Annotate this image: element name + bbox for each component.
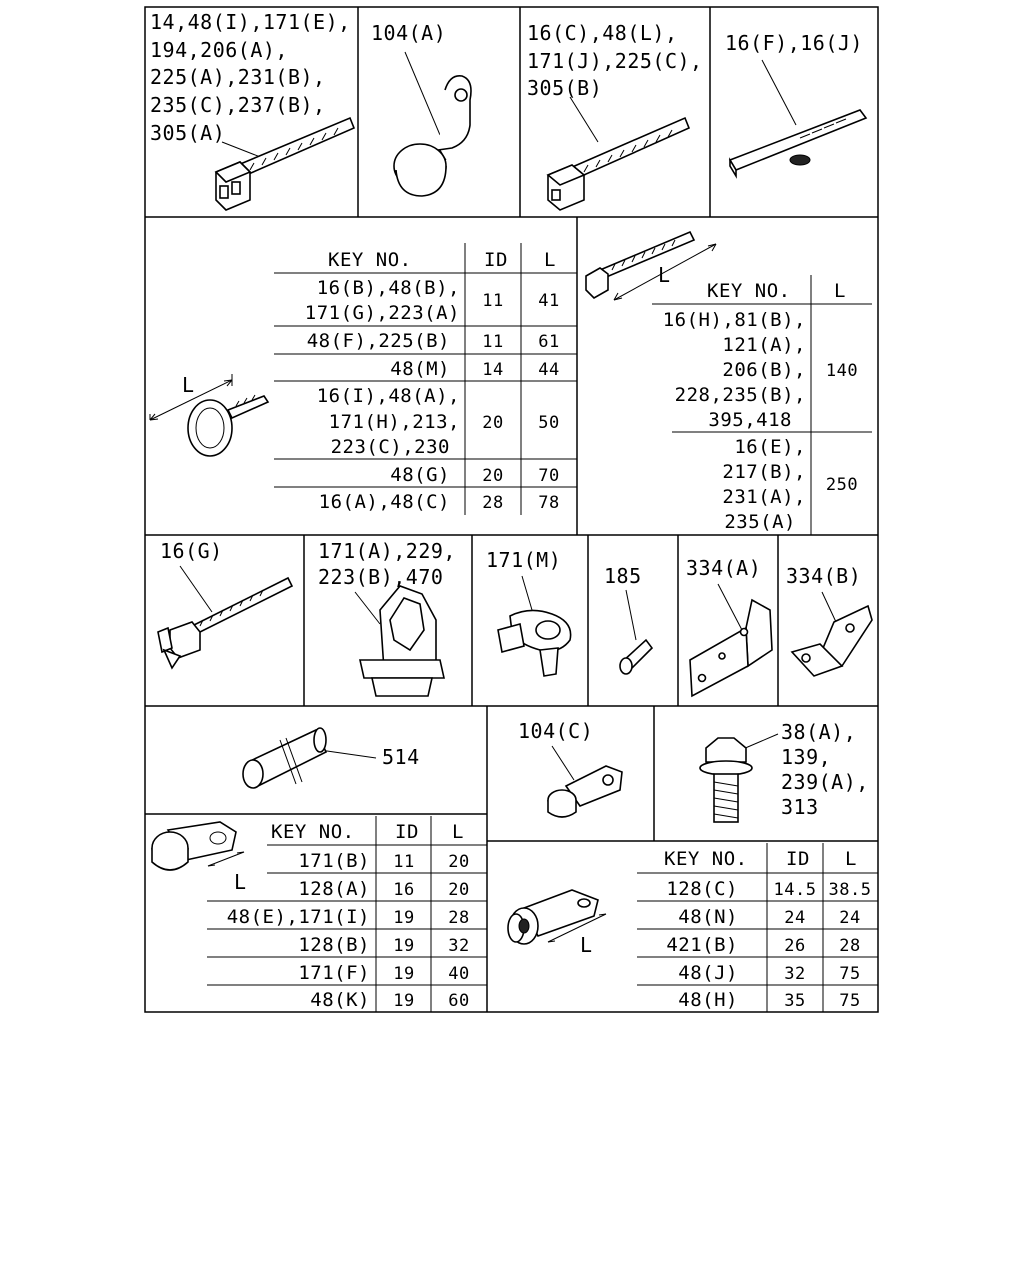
- p-clamp-drawing: [152, 822, 247, 894]
- table-cell-l: 24: [839, 908, 861, 928]
- table-row: [319, 491, 560, 513]
- callout-334b: 334(B): [786, 564, 862, 588]
- table-row: [666, 878, 871, 900]
- table-row: [722, 436, 858, 533]
- dimension-label-l: L: [580, 933, 593, 957]
- callout-line-3: 305(B): [527, 76, 603, 100]
- table-cell-key: 206(B),: [722, 359, 806, 381]
- table-cell-id: 14: [482, 360, 504, 380]
- dimension-label-l: L: [658, 263, 671, 287]
- callout-line-2: 194,206(A),: [150, 38, 288, 62]
- table-cell-l: 40: [448, 964, 470, 984]
- table-cell-l: 28: [839, 936, 861, 956]
- table-header-l: L: [544, 249, 556, 271]
- table-row: [666, 934, 860, 956]
- table-cell-key: 48(J): [678, 962, 738, 984]
- callout-16f: 16(F),16(J): [725, 31, 863, 55]
- callout-line-3: 225(A),231(B),: [150, 65, 326, 89]
- callout-line-2: 223(B),470: [318, 565, 444, 589]
- cell-bolt-38a: [700, 720, 869, 822]
- table-cell-key: 121(A),: [722, 334, 806, 356]
- table-cell-id: 32: [784, 964, 806, 984]
- table-header-l: L: [834, 280, 846, 302]
- table-header-key: KEY NO.: [328, 249, 412, 271]
- table-cell-l: 44: [538, 360, 560, 380]
- table-cell-l: 38.5: [828, 880, 872, 900]
- callout-334a: 334(A): [686, 556, 762, 580]
- table-cell-l: 61: [538, 332, 560, 352]
- table-cell-l: 32: [448, 936, 470, 956]
- table-cell-id: 14.5: [773, 880, 817, 900]
- dimension-label-l: L: [234, 870, 247, 894]
- long-tie-drawing: [586, 232, 716, 300]
- callout-16g: 16(G): [160, 539, 223, 563]
- table-cell-key: 48(G): [390, 464, 450, 486]
- band-clamp-drawing: [150, 373, 268, 456]
- cell-clamp-104a: [371, 21, 471, 196]
- cell-clamp-104c: [518, 719, 622, 817]
- callout-185: 185: [604, 564, 642, 588]
- table-cell-key: 171(F): [298, 962, 370, 984]
- callout-line-5: 305(A): [150, 121, 226, 145]
- table-cell-id: 24: [784, 908, 806, 928]
- callout-line-4: 313: [781, 795, 819, 819]
- cell-clip-171m: [486, 548, 571, 676]
- table-cell-l: 20: [448, 852, 470, 872]
- table-header-key: KEY NO.: [271, 821, 355, 843]
- table-cell-key: 48(H): [678, 989, 738, 1011]
- table-cell-id: 19: [393, 991, 415, 1011]
- table-cell-id: 11: [482, 332, 504, 352]
- table-row: [390, 464, 559, 486]
- table-cell-l: 41: [538, 291, 560, 311]
- table-long-tie-sizes: [652, 275, 872, 535]
- table-cell-l: 28: [448, 908, 470, 928]
- cell-bracket-334b: [786, 564, 872, 676]
- table-row: [678, 906, 860, 928]
- table-cell-key: 48(F),225(B): [306, 330, 450, 352]
- table-band-clamp-sizes: [274, 243, 577, 515]
- cable-tie-icon: [216, 118, 354, 210]
- cable-tie-icon: [548, 118, 689, 210]
- table-cell-key: 16(E),: [734, 436, 806, 458]
- table-cell-key: 228,235(B),: [674, 384, 806, 406]
- table-cell-l: 78: [538, 493, 560, 513]
- table-cell-l: 75: [839, 964, 861, 984]
- cell-tie-16g: [158, 539, 292, 668]
- table-cell-key: 16(I),48(A),: [316, 385, 460, 407]
- table-cell-l: 75: [839, 991, 861, 1011]
- table-row: [317, 385, 560, 458]
- cell-tie-with-clip: [150, 10, 354, 210]
- table-cell-l: 250: [825, 475, 859, 495]
- callout-104a: 104(A): [371, 21, 447, 45]
- table-row: [307, 330, 560, 352]
- table-cell-key: 421(B): [666, 934, 738, 956]
- cell-spacer-185: [604, 564, 652, 674]
- table-cell-key: 171(H),213,: [328, 411, 460, 433]
- table-row: [678, 989, 860, 1011]
- table-cell-id: 19: [393, 908, 415, 928]
- table-row: [678, 962, 860, 984]
- table-cell-key: 235(A): [724, 511, 796, 533]
- table-row: [298, 962, 469, 984]
- callout-line-1: 38(A),: [781, 720, 857, 744]
- table-cell-id: 19: [393, 964, 415, 984]
- table-header-id: ID: [484, 249, 508, 271]
- table-cell-id: 26: [784, 936, 806, 956]
- callout-line-1: 14,48(I),171(E),: [150, 10, 351, 34]
- cell-bracket-334a: [686, 556, 772, 696]
- callout-104c: 104(C): [518, 719, 594, 743]
- table-row: [310, 989, 469, 1011]
- table-cell-key: 16(B),48(B),: [316, 277, 460, 299]
- table-cell-key: 171(G),223(A): [304, 302, 460, 324]
- cell-strap-16f: [725, 31, 866, 176]
- table-cell-id: 16: [393, 880, 415, 900]
- table-cell-id: 35: [784, 991, 806, 1011]
- table-cell-id: 28: [482, 493, 504, 513]
- table-cell-key: 48(K): [310, 989, 370, 1011]
- table-cell-key: 48(M): [390, 358, 450, 380]
- cell-tube-514: [243, 728, 420, 788]
- callout-line-4: 235(C),237(B),: [150, 93, 326, 117]
- table-header-l: L: [452, 821, 464, 843]
- table-row: [298, 878, 469, 900]
- callout-line-2: 139,: [781, 745, 832, 769]
- table-header-id: ID: [395, 821, 419, 843]
- callout-line-3: 239(A),: [781, 770, 869, 794]
- table-cell-key: 223(C),230: [330, 436, 450, 458]
- table-cell-key: 16(A),48(C): [318, 491, 450, 513]
- dimension-label-l: L: [182, 373, 195, 397]
- grommet-clamp-drawing: [508, 890, 606, 957]
- cell-tie-16c: [527, 21, 703, 210]
- callout-514: 514: [382, 745, 420, 769]
- table-cell-id: 11: [482, 291, 504, 311]
- table-header-key: KEY NO.: [664, 848, 748, 870]
- table-row: [390, 358, 559, 380]
- table-header-l: L: [845, 848, 857, 870]
- callout-171m: 171(M): [486, 548, 562, 572]
- table-cell-key: 128(C): [666, 878, 738, 900]
- table-grommet-clamp-sizes: [637, 843, 878, 1012]
- table-header-id: ID: [786, 848, 810, 870]
- callout-line-1: 16(C),48(L),: [527, 21, 678, 45]
- table-header-key: KEY NO.: [707, 280, 791, 302]
- table-cell-l: 60: [448, 991, 470, 1011]
- table-cell-l: 20: [448, 880, 470, 900]
- table-cell-id: 11: [393, 852, 415, 872]
- table-cell-key: 171(B): [298, 850, 370, 872]
- table-cell-key: 48(N): [678, 906, 738, 928]
- table-row: [227, 906, 470, 928]
- table-cell-id: 20: [482, 413, 504, 433]
- callout-line-2: 171(J),225(C),: [527, 49, 703, 73]
- table-cell-key: 217(B),: [722, 461, 806, 483]
- table-cell-id: 19: [393, 936, 415, 956]
- table-cell-key: 128(B): [298, 934, 370, 956]
- flat-strap-icon: [730, 110, 866, 176]
- table-cell-key: 395,418: [708, 409, 792, 431]
- table-cell-l: 50: [538, 413, 560, 433]
- table-p-clamp-sizes: [207, 816, 487, 1012]
- table-row: [298, 850, 469, 872]
- table-cell-l: 70: [538, 466, 560, 486]
- table-row: [663, 309, 858, 431]
- cell-clip-171a: [318, 539, 456, 696]
- table-row: [298, 934, 469, 956]
- clamp-icon: [394, 76, 471, 196]
- table-cell-key: 16(H),81(B),: [662, 309, 806, 331]
- table-cell-id: 20: [482, 466, 504, 486]
- table-cell-key: 128(A): [298, 878, 370, 900]
- table-cell-l: 140: [825, 361, 859, 381]
- table-cell-key: 48(E),171(I): [226, 906, 370, 928]
- table-cell-key: 231(A),: [722, 486, 806, 508]
- callout-line-1: 171(A),229,: [318, 539, 456, 563]
